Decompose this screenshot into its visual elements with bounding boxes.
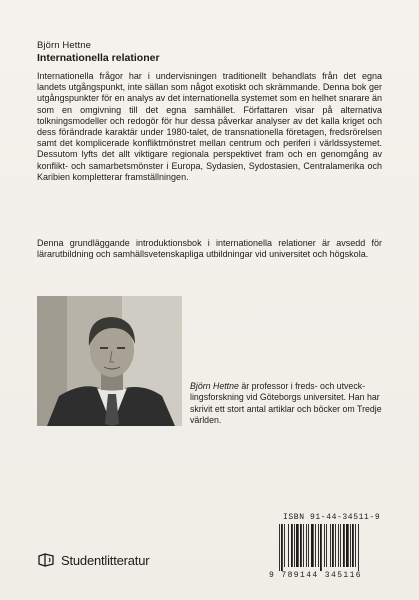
isbn-label: ISBN 91-44-34511-9 xyxy=(283,513,381,522)
author-photo xyxy=(37,296,182,426)
barcode-image xyxy=(277,524,392,571)
blurb-paragraph-1: Internationella frågor har i undervisningen traditionellt behandlats från det egna landets utgångspunkt, inte sällan som något exotiskt och skrämmande. Denna bok ger utgångspunkter för en analys av det internationella systemet som en helhet snarare än som en omgivning till det egna samhället. Författaren visar på alternativa tolkningsmodeller och redogör för hur dessa påverkar analyser av det kalla kriget och dess förändrade karaktär under 1980-talet, de transnationella företagen, fredsrörelsen samt det komplicerade konfliktmönstret mellan centrum och periferi i världssystemet. Dessutom lyfts det allt viktigare regionala perspektivet fram och en genomgång av konflikt- och samarbetsmönster i Europa, Sydasien, Sydostasien, Centralamerika och Karibien kompletterar framställningen. xyxy=(37,71,382,182)
blurb-paragraph-2: Denna grundläggande introduktionsbok i internationella relationer är avsedd för lärarutbildning och samhällsvetenskapliga utbildningar vid universitet och högskola. xyxy=(37,238,382,260)
publisher-name: Studentlitteratur xyxy=(61,552,150,568)
author-name: Björn Hettne xyxy=(37,40,92,51)
author-bio-name: Björn Hettne xyxy=(190,381,239,391)
barcode-number: 9 789144 345116 xyxy=(269,571,363,580)
book-title: Internationella relationer xyxy=(37,52,160,64)
author-bio-text: är professor i freds- och utvecklingsforskning vid Göteborgs universitet. Han har skrivit ett stort antal artiklar och böcker om Tredje världen. xyxy=(190,381,382,425)
author-bio xyxy=(190,381,383,426)
studentlitteratur-logo-icon xyxy=(37,552,57,568)
author-portrait-image xyxy=(37,296,182,426)
publisher-mark xyxy=(37,552,149,568)
